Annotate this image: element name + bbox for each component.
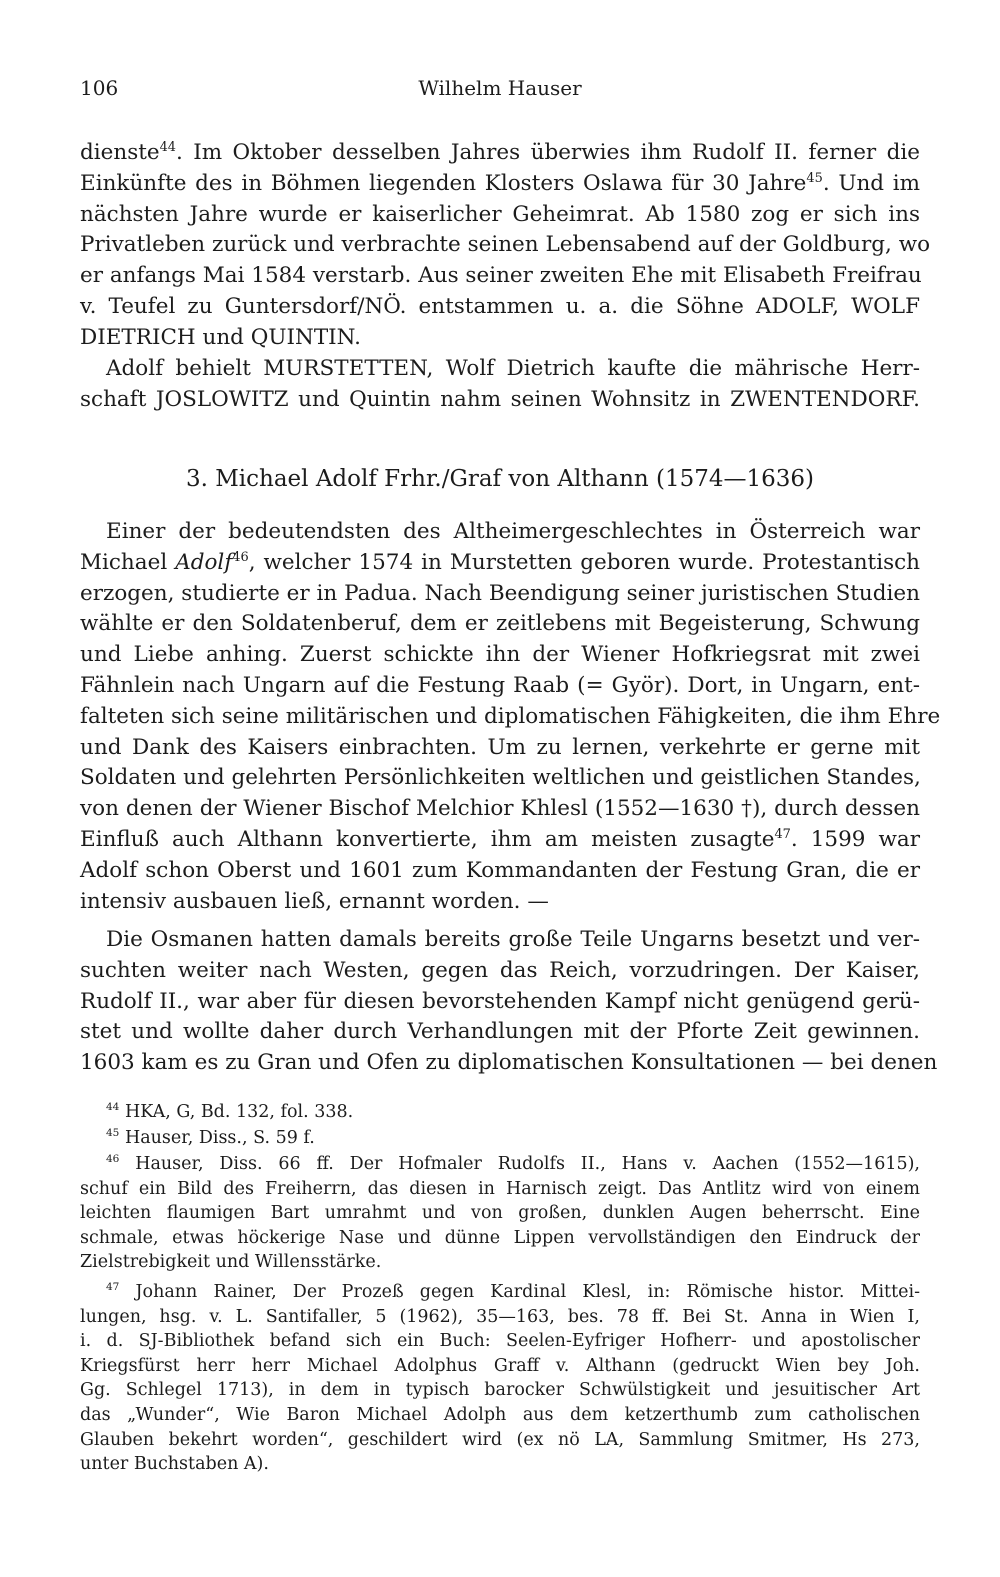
footnote-line: unter Buchstaben A). bbox=[80, 1454, 269, 1475]
footnote-line: schuf ein Bild des Freiherrn, das diesen in Harnisch zeigt. Das Antlitz wird von einem bbox=[80, 1178, 920, 1199]
footnote-ref: 46 bbox=[232, 549, 249, 565]
footnote-line: Kriegsfürst herr herr Michael Adolphus Graff v. Althann (gedruckt Wien bey Joh. bbox=[80, 1355, 920, 1376]
text-line: Privatleben zurück und verbrachte seinen Lebensabend auf der Goldburg, wo bbox=[80, 232, 931, 258]
footnote-line: $^{44}$ HKA, G, Bd. 132, fol. 338. bbox=[106, 1101, 354, 1122]
footnote-44 bbox=[80, 1100, 920, 1125]
footnote-mark: 46 bbox=[106, 1153, 120, 1166]
section-paragraph-1 bbox=[80, 517, 941, 917]
text-line: v. Teufel zu Guntersdorf/NÖ. entstammen u. a. die Söhne ADOLF, WOLF bbox=[80, 293, 920, 319]
text-line: er anfangs Mai 1584 verstarb. Aus seiner zweiten Ehe mit Elisabeth Freifrau bbox=[80, 263, 922, 289]
text-line: und Dank des Kaisers einbrachten. Um zu lernen, verkehrte er gerne mit bbox=[80, 734, 920, 760]
text-line: suchten weiter nach Westen, gegen das Reich, vorzudringen. Der Kaiser, bbox=[80, 957, 920, 983]
text-line: DIETRICH und QUINTIN. bbox=[80, 324, 361, 350]
footnote-line: leichten flaumigen Bart umrahmt und von großen, dunklen Augen beherrscht. Eine bbox=[80, 1203, 920, 1224]
footnote-47 bbox=[80, 1280, 920, 1477]
intro-paragraph bbox=[80, 138, 931, 354]
footnote-mark: 45 bbox=[106, 1127, 120, 1140]
footnote-46 bbox=[80, 1152, 920, 1275]
text-line: 1603 kam es zu Gran und Ofen zu diplomatischen Konsultationen — bei denen bbox=[80, 1050, 938, 1076]
footnote-line: $^{45}$ Hauser, Diss., S. 59 f. bbox=[106, 1127, 315, 1148]
footnote-line: schmale, etwas höckerige Nase und dünne Lippen vervollständigen den Eindruck der bbox=[80, 1227, 920, 1248]
footnote-line: $^{46}$ Hauser, Diss. 66 ff. Der Hofmaler Rudolfs II., Hans v. Aachen (1552—1615), bbox=[106, 1153, 920, 1174]
footnote-45 bbox=[80, 1126, 920, 1151]
text-line: Soldaten und gelehrten Persönlichkeiten weltlichen und geistlichen Standes, bbox=[80, 765, 921, 791]
text-line: falteten sich seine militärischen und diplomatischen Fähigkeiten, die ihm Ehre bbox=[80, 703, 941, 729]
text-line: Rudolf II., war aber für diesen bevorstehenden Kampf nicht genügend gerü- bbox=[80, 988, 920, 1014]
section-heading: 3. Michael Adolf Frhr./Graf von Althann (1574—1636) bbox=[185, 466, 815, 492]
page-number: 106 bbox=[80, 76, 119, 100]
footnote-ref: 45 bbox=[806, 170, 823, 186]
text-line: Michael Adolf$^{46}$, welcher 1574 in Murstetten geboren wurde. Protestantisch bbox=[80, 549, 920, 575]
footnote-line: Glauben bekehrt worden“, geschildert wird (ex nö LA, Sammlung Smitmer, Hs 273, bbox=[80, 1429, 920, 1450]
footnote-ref: 44 bbox=[159, 139, 177, 155]
text-line: Einer der bedeutendsten des Altheimergeschlechtes in Österreich war bbox=[106, 519, 920, 544]
footnote-line: das „Wunder“, Wie Baron Michael Adolph aus dem ketzerthumb zum catholischen bbox=[80, 1404, 920, 1425]
page-header bbox=[80, 76, 920, 112]
text-line: Die Osmanen hatten damals bereits große Teile Ungarns besetzt und ver- bbox=[106, 927, 920, 952]
footnote-line: $^{47}$ Johann Rainer, Der Prozeß gegen Kardinal Klesl, in: Römische histor. Mittei- bbox=[106, 1281, 920, 1302]
text-line: von denen der Wiener Bischof Melchior Khlesl (1552—1630 †), durch dessen bbox=[80, 796, 920, 822]
text-line: Adolf behielt MURSTETTEN, Wolf Dietrich kaufte die mährische Herr- bbox=[106, 356, 920, 381]
footnote-mark: 47 bbox=[106, 1281, 120, 1294]
footnote-line: lungen, hsg. v. L. Santifaller, 5 (1962), 35—163, bes. 78 ff. Bei St. Anna in Wien I, bbox=[80, 1306, 920, 1327]
text-line: dienste$^{44}$. Im Oktober desselben Jahres überwies ihm Rudolf II. ferner die bbox=[80, 139, 920, 165]
footnote-line: i. d. SJ-Bibliothek befand sich ein Buch: Seelen-Eyfriger Hofherr- und apostolischer bbox=[80, 1331, 920, 1352]
text-line: schaft JOSLOWITZ und Quintin nahm seinen Wohnsitz in ZWENTENDORF. bbox=[80, 386, 920, 412]
text-line: Einfluß auch Althann konvertierte, ihm am meisten zusagte$^{47}$. 1599 war bbox=[80, 826, 920, 852]
intro-paragraph-2 bbox=[80, 354, 920, 416]
text-line: nächsten Jahre wurde er kaiserlicher Geheimrat. Ab 1580 zog er sich ins bbox=[80, 201, 920, 227]
text-line: Einkünfte des in Böhmen liegenden Klosters Oslawa für 30 Jahre$^{45}$. Und im bbox=[80, 170, 920, 196]
text-line: wählte er den Soldatenberuf, dem er zeitlebens mit Begeisterung, Schwung bbox=[80, 611, 920, 637]
footnote-mark: 44 bbox=[106, 1101, 120, 1114]
running-head: Wilhelm Hauser bbox=[418, 76, 582, 100]
footnote-ref: 47 bbox=[774, 826, 791, 842]
text-line: Fähnlein nach Ungarn auf die Festung Raab (= Györ). Dort, in Ungarn, ent- bbox=[80, 672, 920, 698]
text-line: erzogen, studierte er in Padua. Nach Beendigung seiner juristischen Studien bbox=[80, 580, 920, 606]
text-line: intensiv ausbauen ließ, ernannt worden. — bbox=[80, 888, 549, 914]
italic-name: Adolf bbox=[175, 549, 233, 575]
footnote-line: Gg. Schlegel 1713), in dem in typisch barocker Schwülstigkeit und jesuitischer Art bbox=[80, 1380, 920, 1401]
text-line: Adolf schon Oberst und 1601 zum Kommandanten der Festung Gran, die er bbox=[80, 857, 920, 883]
footnote-line: Zielstrebigkeit und Willensstärke. bbox=[80, 1252, 382, 1273]
text-line: stet und wollte daher durch Verhandlungen mit der Pforte Zeit gewinnen. bbox=[80, 1019, 920, 1045]
section-paragraph-2 bbox=[80, 925, 938, 1079]
text-line: und Liebe anhing. Zuerst schickte ihn der Wiener Hofkriegsrat mit zwei bbox=[80, 642, 920, 668]
